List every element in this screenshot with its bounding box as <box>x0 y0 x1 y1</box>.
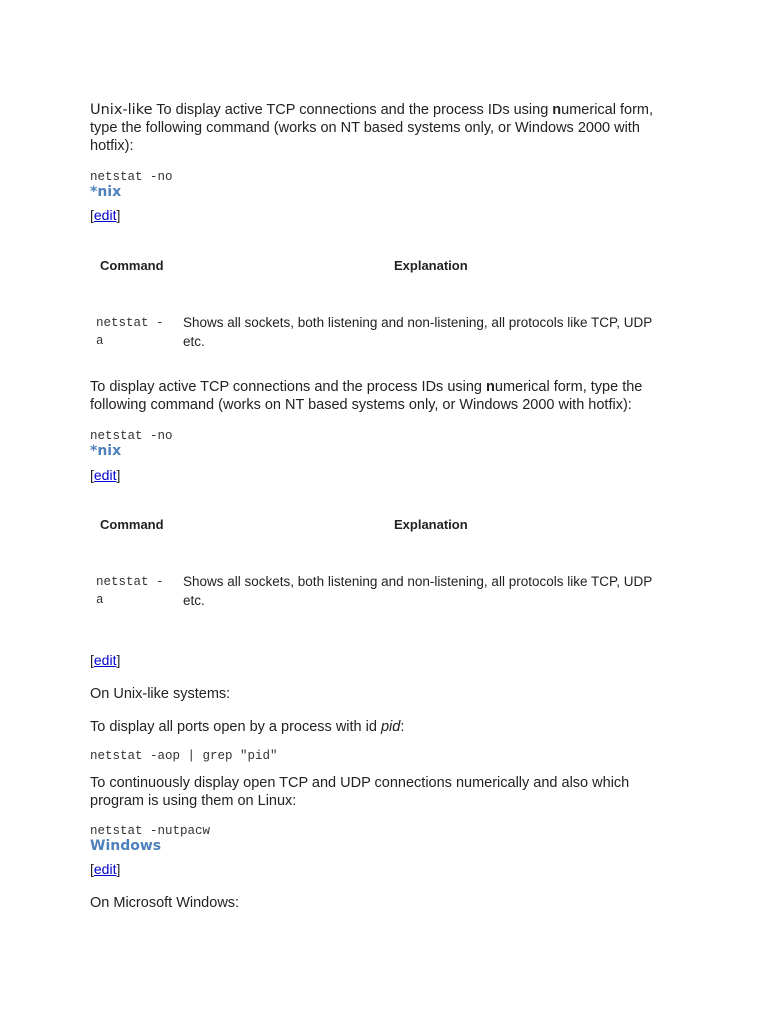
unix-intro: On Unix-like systems: <box>90 686 231 702</box>
edit-link-wrapper: [edit] <box>90 207 121 223</box>
code-netstat-no-2: netstat -no <box>90 429 173 443</box>
heading-nix-2: *nix <box>90 443 122 459</box>
table-header-explanation: Explanation <box>394 517 468 532</box>
code-netstat-no: netstat -no <box>90 170 173 184</box>
table-header-command: Command <box>100 517 164 532</box>
intro-paragraph-2 <box>90 378 680 414</box>
code-netstat-aop: netstat -aop | grep "pid" <box>90 749 278 763</box>
code-netstat-nutpacw: netstat -nutpacw <box>90 824 211 838</box>
intro-paragraph-1 <box>90 101 680 155</box>
pid-colon: : <box>400 719 405 735</box>
heading-windows: Windows <box>90 838 162 854</box>
pid-text: To display all ports open by a process with id <box>90 719 381 735</box>
pid-italic: pid <box>380 719 401 735</box>
bold-letter: n <box>486 379 495 395</box>
edit-link[interactable]: edit <box>93 861 117 877</box>
table-cell-explanation: Shows all sockets, both listening and non-listening, all protocols like TCP, UDP etc. <box>183 315 652 349</box>
intro-text-rest: umerical form, type the following command (works on NT based systems only, or Windows 2000 with hotfix): <box>90 102 654 154</box>
edit-link-wrapper: [edit] <box>90 861 121 877</box>
bold-letter: n <box>552 102 562 118</box>
windows-intro: On Microsoft Windows: <box>90 895 240 911</box>
table-header-explanation: Explanation <box>394 258 468 273</box>
linux-paragraph: To continuously display open TCP and UDP connections numerically and also which program is using them on Linux: <box>90 775 630 809</box>
edit-link-wrapper: [edit] <box>90 652 121 668</box>
unix-like-label: Unix-like <box>90 102 153 118</box>
edit-link[interactable]: edit <box>93 652 117 668</box>
table-cell-command: netstat - a <box>96 316 164 348</box>
table-header-command: Command <box>100 258 164 273</box>
edit-link[interactable]: edit <box>93 467 117 483</box>
pid-paragraph <box>90 718 404 736</box>
heading-nix: *nix <box>90 184 122 200</box>
edit-link-wrapper: [edit] <box>90 467 121 483</box>
edit-link[interactable]: edit <box>93 207 117 223</box>
intro-text: To display active TCP connections and the process IDs using <box>90 379 487 395</box>
table-cell-command: netstat - a <box>96 575 164 607</box>
intro-text-rest: umerical form, type the following command (works on NT based systems only, or Windows 2000 with hotfix): <box>90 379 643 413</box>
table-cell-explanation: Shows all sockets, both listening and non-listening, all protocols like TCP, UDP etc. <box>183 574 652 608</box>
intro-text: To display active TCP connections and the process IDs using <box>152 102 553 118</box>
